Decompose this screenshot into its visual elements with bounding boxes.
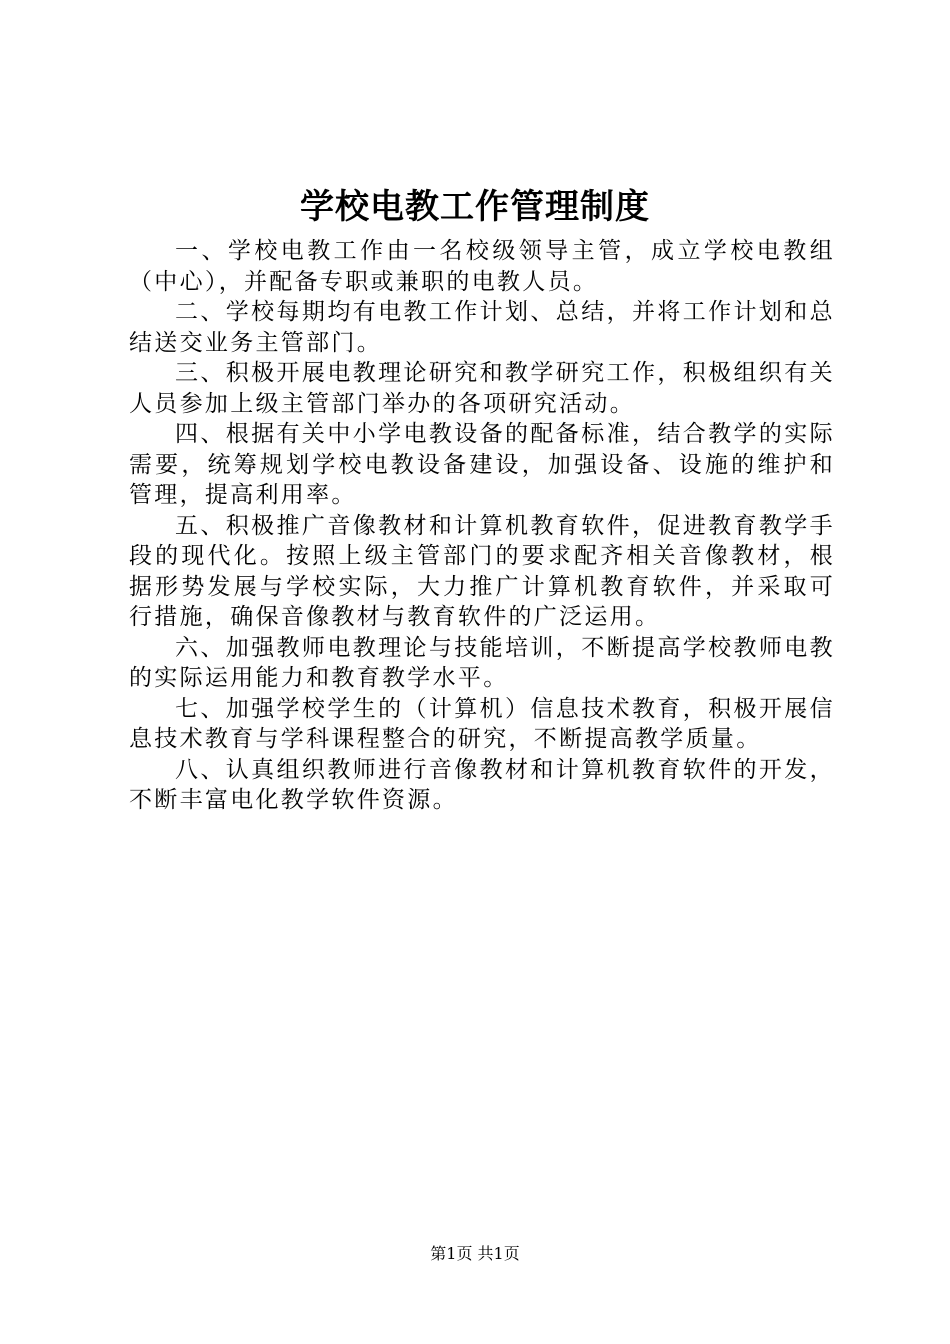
paragraph-5: 五、积极推广音像教材和计算机教育软件，促进教育教学手段的现代化。按照上级主管部门的要求配齐相关音像教材，根据形势发展与学校实际，大力推广计算机教育软件，并采取可行措施，确保音像教材与教育软件的广泛运用。 [129, 512, 835, 630]
paragraph-8: 八、认真组织教师进行音像教材和计算机教育软件的开发，不断丰富电化教学软件资源。 [129, 756, 835, 813]
page-footer [0, 1243, 950, 1265]
paragraph-7: 七、加强学校学生的（计算机）信息技术教育，积极开展信息技术教育与学科课程整合的研究，不断提高教学质量。 [129, 695, 835, 752]
document-body [129, 236, 835, 816]
paragraph-2: 二、学校每期均有电教工作计划、总结，并将工作计划和总结送交业务主管部门。 [129, 299, 835, 356]
paragraph-4: 四、根据有关中小学电教设备的配备标准，结合教学的实际需要，统筹规划学校电教设备建设，加强设备、设施的维护和管理，提高利用率。 [129, 421, 835, 508]
document-title: 学校电教工作管理制度 [300, 187, 650, 227]
paragraph-1: 一、学校电教工作由一名校级领导主管，成立学校电教组（中心），并配备专职或兼职的电教人员。 [129, 238, 835, 295]
paragraph-6: 六、加强教师电教理论与技能培训，不断提高学校教师电教的实际运用能力和教育教学水平。 [129, 634, 835, 691]
paragraph-3: 三、积极开展电教理论研究和教学研究工作，积极组织有关人员参加上级主管部门举办的各项研究活动。 [129, 360, 835, 417]
page-number: 第1页 共1页 [430, 1244, 520, 1263]
